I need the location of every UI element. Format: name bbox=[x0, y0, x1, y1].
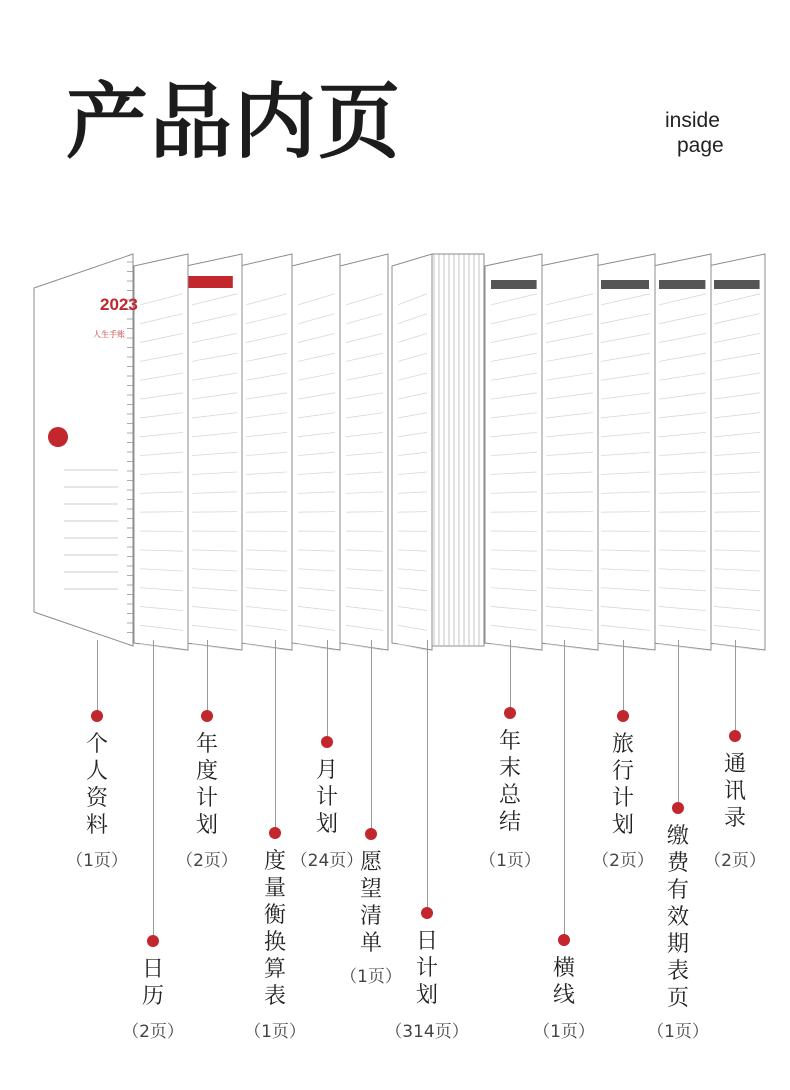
section-name: 度量衡换算表 bbox=[263, 849, 286, 1009]
marker-dot bbox=[672, 802, 684, 814]
marker-dot bbox=[729, 730, 741, 742]
leader-line bbox=[427, 640, 428, 913]
page-count: （2页） bbox=[176, 851, 238, 871]
marker-dot bbox=[321, 736, 333, 748]
leader-line bbox=[371, 640, 372, 834]
marker-dot bbox=[201, 710, 213, 722]
page-count: （314页） bbox=[385, 1022, 469, 1042]
marker-dot bbox=[91, 710, 103, 722]
leader-line bbox=[678, 640, 679, 808]
marker-dot bbox=[421, 907, 433, 919]
section-name: 年度计划 bbox=[195, 732, 218, 838]
section-name: 个人资料 bbox=[85, 732, 108, 838]
page-title: 产品内页 bbox=[66, 75, 403, 170]
leader-line bbox=[735, 640, 736, 736]
page-count: （2页） bbox=[592, 851, 654, 871]
section-name: 日历 bbox=[141, 957, 164, 1009]
leader-line bbox=[275, 640, 276, 833]
page-count: （1页） bbox=[244, 1022, 306, 1042]
marker-dot bbox=[617, 710, 629, 722]
daily-plan-stack bbox=[432, 254, 484, 646]
page-header-bar bbox=[188, 276, 233, 288]
marker-dot bbox=[504, 707, 516, 719]
leader-line bbox=[327, 640, 328, 742]
page-count: （1页） bbox=[340, 967, 402, 987]
marker-dot bbox=[365, 828, 377, 840]
section-name: 愿望清单 bbox=[359, 850, 382, 956]
leader-line bbox=[510, 640, 511, 713]
page-count: （2页） bbox=[122, 1022, 184, 1042]
section-name: 年末总结 bbox=[498, 729, 521, 835]
subtitle-line-1: inside bbox=[665, 109, 720, 132]
page-count: （24页） bbox=[290, 851, 364, 871]
page-count: （1页） bbox=[479, 851, 541, 871]
page-header-bar bbox=[491, 280, 537, 289]
marker-dot bbox=[558, 934, 570, 946]
page-count: （1页） bbox=[533, 1022, 595, 1042]
page-header-bar bbox=[714, 280, 760, 289]
page-count: （1页） bbox=[66, 851, 128, 871]
section-name: 月计划 bbox=[315, 758, 338, 837]
tree-logo bbox=[48, 427, 68, 447]
cover-brand: 人生手账 bbox=[93, 330, 125, 339]
section-name: 缴费有效期表页 bbox=[666, 824, 689, 1011]
page-count: （1页） bbox=[647, 1022, 709, 1042]
marker-dot bbox=[147, 935, 159, 947]
leader-line bbox=[97, 640, 98, 716]
leader-line bbox=[207, 640, 208, 716]
section-name: 通讯录 bbox=[723, 752, 746, 831]
leader-line bbox=[564, 640, 565, 940]
section-name: 横线 bbox=[552, 956, 575, 1008]
cover-year: 2023 bbox=[100, 295, 138, 314]
leader-line bbox=[623, 640, 624, 716]
leader-line bbox=[153, 640, 154, 941]
section-name: 旅行计划 bbox=[611, 732, 634, 838]
page-header-bar bbox=[601, 280, 649, 289]
section-name: 日计划 bbox=[415, 929, 438, 1008]
page-header-bar bbox=[659, 280, 705, 289]
page-count: （2页） bbox=[704, 851, 766, 871]
marker-dot bbox=[269, 827, 281, 839]
subtitle-line-2: page bbox=[677, 134, 724, 157]
